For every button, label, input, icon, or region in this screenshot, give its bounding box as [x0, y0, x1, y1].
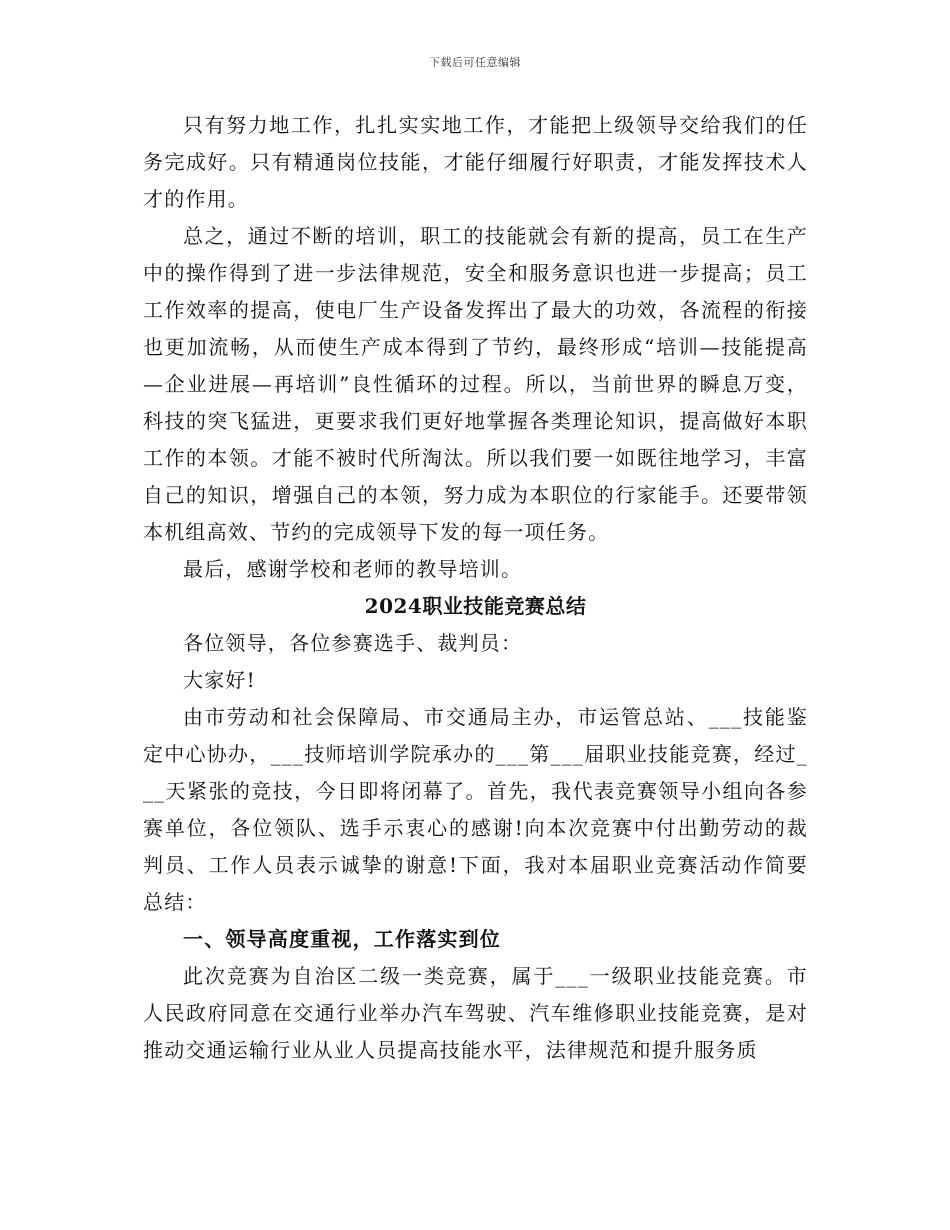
paragraph: 只有努力地工作，扎扎实实地工作，才能把上级领导交给我们的任务完成好。只有精通岗位技能，才能仔细履行好职责，才能发挥技术人才的作用。 — [143, 113, 808, 211]
paragraph: 此次竞赛为自治区二级一类竞赛，属于___一级职业技能竞赛。市人民政府同意在交通行业举办汽车驾驶、汽车维修职业技能竞赛，是对推动交通运输行业从业人员提高技能水平，法律规范和提升服务质 — [143, 964, 808, 1062]
paragraph: 由市劳动和社会保障局、市交通局主办，市运管总站、___技能鉴定中心协办，___技师培训学院承办的___第___届职业技能竞赛，经过___天紧张的竞技，今日即将闭幕了。首先，我代表竞赛领导小组向各参赛单位，各位领队、选手示衷心的感谢!向本次竞赛中付出勤劳动的裁判员、工作人员表示诚挚的谢意!下面，我对本届职业竞赛活动作简要总结： — [143, 705, 808, 914]
document-body — [143, 107, 808, 1069]
document-title: 2024职业技能竞赛总结 — [364, 594, 587, 618]
section-heading: 一、领导高度重视，工作落实到位 — [183, 927, 501, 951]
greeting: 各位领导，各位参赛选手、裁判员： — [183, 631, 523, 655]
paragraph: 最后，感谢学校和老师的教导培训。 — [183, 557, 523, 581]
header-note: 下载后可任意编辑 — [429, 56, 521, 69]
salutation: 大家好! — [183, 668, 256, 692]
paragraph: 总之，通过不断的培训，职工的技能就会有新的提高，员工在生产中的操作得到了进一步法律规范，安全和服务意识也进一步提高；员工工作效率的提高，使电厂生产设备发挥出了最大的功效，各流程的衔接也更加流畅，从而使生产成本得到了节约，最终形成“培训—技能提高—企业进展—再培训”良性循环的过程。所以，当前世界的瞬息万变，科技的突飞猛进，更要求我们更好地掌握各类理论知识，提高做好本职工作的本领。才能不被时代所淘汰。所以我们要一如既往地学习，丰富自己的知识，增强自己的本领，努力成为本职位的行家能手。还要带领本机组高效、节约的完成领导下发的每一项任务。 — [143, 224, 808, 544]
